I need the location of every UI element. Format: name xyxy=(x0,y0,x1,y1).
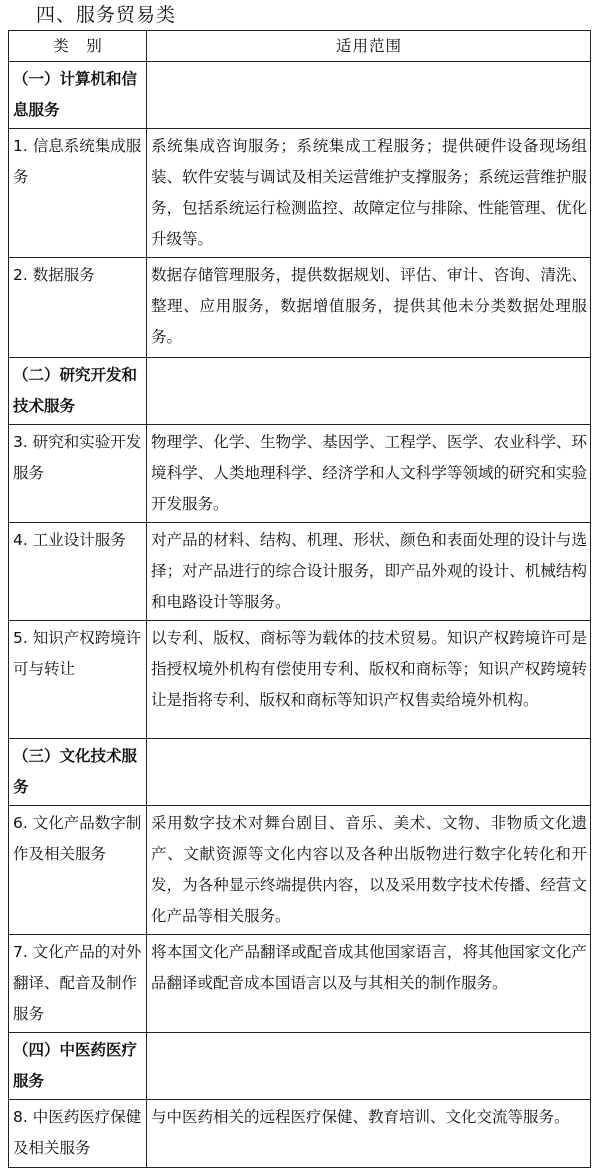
scope-text xyxy=(147,358,591,425)
scope-text: 系统集成咨询服务；系统集成工程服务；提供硬件设备现场组装、软件安装与调试及相关运营维护支撑服务；系统运营维护服务，包括系统运行检测监控、故障定位与排除、性能管理、优化升级等。 xyxy=(147,129,591,258)
scope-text xyxy=(147,62,591,129)
scope-text xyxy=(147,739,591,806)
item-name: 8. 中医药医疗保健及相关服务 xyxy=(9,1100,147,1168)
category-row xyxy=(9,739,591,806)
table-row xyxy=(9,425,591,523)
scope-text: 物理学、化学、生物学、基因学、工程学、医学、农业科学、环境科学、人类地理科学、经济学和人文科学等领域的研究和实验开发服务。 xyxy=(147,425,591,523)
category-title: （四）中医药医疗服务 xyxy=(9,1033,147,1100)
section-heading: 四、服务贸易类 xyxy=(36,4,177,26)
scope-text: 与中医药相关的远程医疗保健、教育培训、文化交流等服务。 xyxy=(147,1100,591,1168)
category-row xyxy=(9,62,591,129)
table-row xyxy=(9,258,591,358)
item-name: 1. 信息系统集成服务 xyxy=(9,129,147,258)
table-header-row xyxy=(9,31,591,62)
category-title: （三）文化技术服务 xyxy=(9,739,147,806)
table-body xyxy=(9,62,591,1168)
table-row xyxy=(9,523,591,621)
scope-text: 将本国文化产品翻译或配音成其他国家语言，将其他国家文化产品翻译或配音成本国语言以及与其相关的制作服务。 xyxy=(147,935,591,1033)
table-row xyxy=(9,935,591,1033)
scope-text: 数据存储管理服务，提供数据规划、评估、审计、咨询、清洗、整理、应用服务，数据增值服务，提供其他未分类数据处理服务。 xyxy=(147,258,591,358)
table-row xyxy=(9,621,591,739)
item-name: 4. 工业设计服务 xyxy=(9,523,147,621)
header-category: 类 别 xyxy=(9,31,147,62)
item-name: 3. 研究和实验开发服务 xyxy=(9,425,147,523)
table-row xyxy=(9,129,591,258)
table-row xyxy=(9,1100,591,1168)
scope-text: 采用数字技术对舞台剧目、音乐、美术、文物、非物质文化遗产、文献资源等文化内容以及各种出版物进行数字化转化和开发，为各种显示终端提供内容，以及采用数字技术传播、经营文化产品等相关服务。 xyxy=(147,806,591,935)
item-name: 5. 知识产权跨境许可与转让 xyxy=(9,621,147,739)
item-name: 2. 数据服务 xyxy=(9,258,147,358)
table-row xyxy=(9,806,591,935)
item-name: 6. 文化产品数字制作及相关服务 xyxy=(9,806,147,935)
scope-text xyxy=(147,1033,591,1100)
category-row xyxy=(9,358,591,425)
category-row xyxy=(9,1033,591,1100)
scope-text: 以专利、版权、商标等为载体的技术贸易。知识产权跨境许可是指授权境外机构有偿使用专利、版权和商标等；知识产权跨境转让是指将专利、版权和商标等知识产权售卖给境外机构。 xyxy=(147,621,591,739)
scope-text: 对产品的材料、结构、机理、形状、颜色和表面处理的设计与选择；对产品进行的综合设计服务，即产品外观的设计、机械结构和电路设计等服务。 xyxy=(147,523,591,621)
header-scope: 适用范围 xyxy=(147,31,591,62)
service-trade-table xyxy=(8,30,591,1168)
category-title: （二）研究开发和技术服务 xyxy=(9,358,147,425)
category-title: （一）计算机和信息服务 xyxy=(9,62,147,129)
item-name: 7. 文化产品的对外翻译、配音及制作服务 xyxy=(9,935,147,1033)
